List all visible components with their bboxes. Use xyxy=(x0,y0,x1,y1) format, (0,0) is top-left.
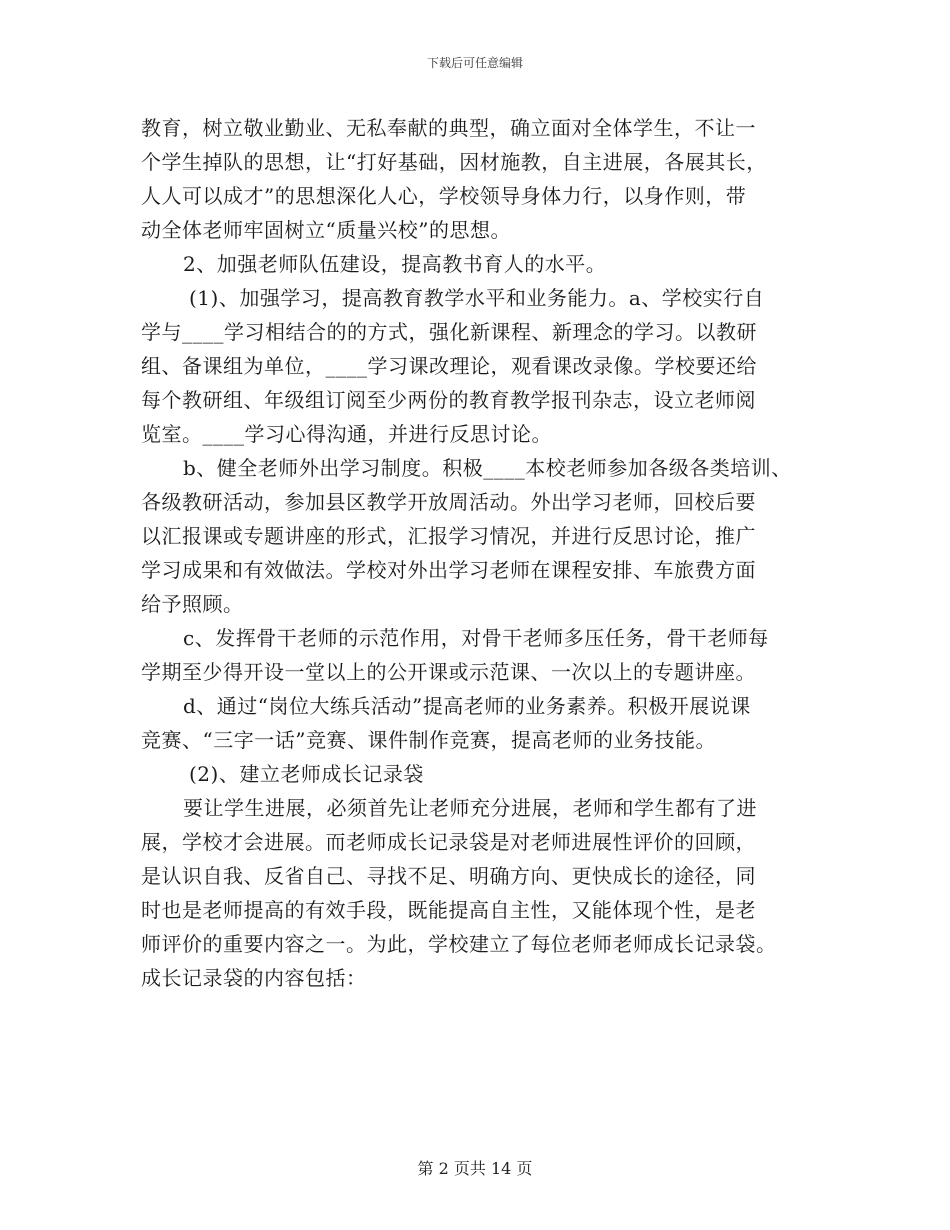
body-line: 人人可以成才”的思想深化人心，学校领导身体力行，以身作则，带 xyxy=(141,184,747,208)
body-line: 给予照顾。 xyxy=(141,592,244,616)
body-line: 竞赛、“三字一话”竞赛、课件制作竞赛，提高老师的业务技能。 xyxy=(141,728,716,752)
body-line: c、发挥骨干老师的示范作用，对骨干老师多压任务，骨干老师每 xyxy=(183,626,769,650)
page-number: 第 2 页共 14 页 xyxy=(417,1159,533,1178)
body-line: 动全体老师牢固树立“质量兴校”的思想。 xyxy=(141,218,511,242)
body-line: d、通过“岗位大练兵活动”提高老师的业务素养。积极开展说课 xyxy=(183,694,751,718)
body-line: 学习成果和有效做法。学校对外出学习老师在课程安排、车旅费方面 xyxy=(141,558,756,582)
body-line: 以汇报课或专题讲座的形式，汇报学习情况，并进行反思讨论，推广 xyxy=(141,524,756,548)
body-line: 每个教研组、年级组订阅至少两份的教育教学报刊杂志，设立老师阅 xyxy=(141,388,756,412)
body-line: 成长记录袋的内容包括： xyxy=(141,966,367,990)
body-line: 师评价的重要内容之一。为此，学校建立了每位老师老师成长记录袋。 xyxy=(141,932,777,956)
body-line: b、健全老师外出学习制度。积极____本校老师参加各级各类培训、 xyxy=(183,456,792,480)
body-line: 览室。____学习心得沟通，并进行反思讨论。 xyxy=(141,422,552,446)
body-line: 组、备课组为单位，____学习课改理论，观看课改录像。学校要还给 xyxy=(141,354,757,378)
page-header: 下载后可任意编辑 xyxy=(426,56,523,70)
body-line: (1)、加强学习，提高教育教学水平和业务能力。a、学校实行自 xyxy=(189,286,765,310)
body-line: 教育，树立敬业勤业、无私奉献的典型，确立面对全体学生，不让一 xyxy=(141,116,756,140)
body-line: 学期至少得开设一堂以上的公开课或示范课、一次以上的专题讲座。 xyxy=(141,660,756,684)
body-line: 是认识自我、反省自己、寻找不足、明确方向、更快成长的途径，同 xyxy=(141,864,756,888)
body-line: 要让学生进展，必须首先让老师充分进展，老师和学生都有了进 xyxy=(183,796,757,820)
document-body xyxy=(141,111,831,995)
body-line: (2)、建立老师成长记录袋 xyxy=(189,762,424,786)
body-line: 2、加强老师队伍建设，提高教书育人的水平。 xyxy=(183,252,607,276)
body-line: 各级教研活动，参加县区教学开放周活动。外出学习老师，回校后要 xyxy=(141,490,756,514)
body-line: 学与____学习相结合的的方式，强化新课程、新理念的学习。以教研 xyxy=(141,320,757,344)
body-line: 时也是老师提高的有效手段，既能提高自主性，又能体现个性，是老 xyxy=(141,898,756,922)
body-line: 个学生掉队的思想，让“打好基础，因材施教，自主进展，各展其长， xyxy=(141,150,767,174)
body-line: 展，学校才会进展。而老师成长记录袋是对老师进展性评价的回顾， xyxy=(141,830,756,854)
